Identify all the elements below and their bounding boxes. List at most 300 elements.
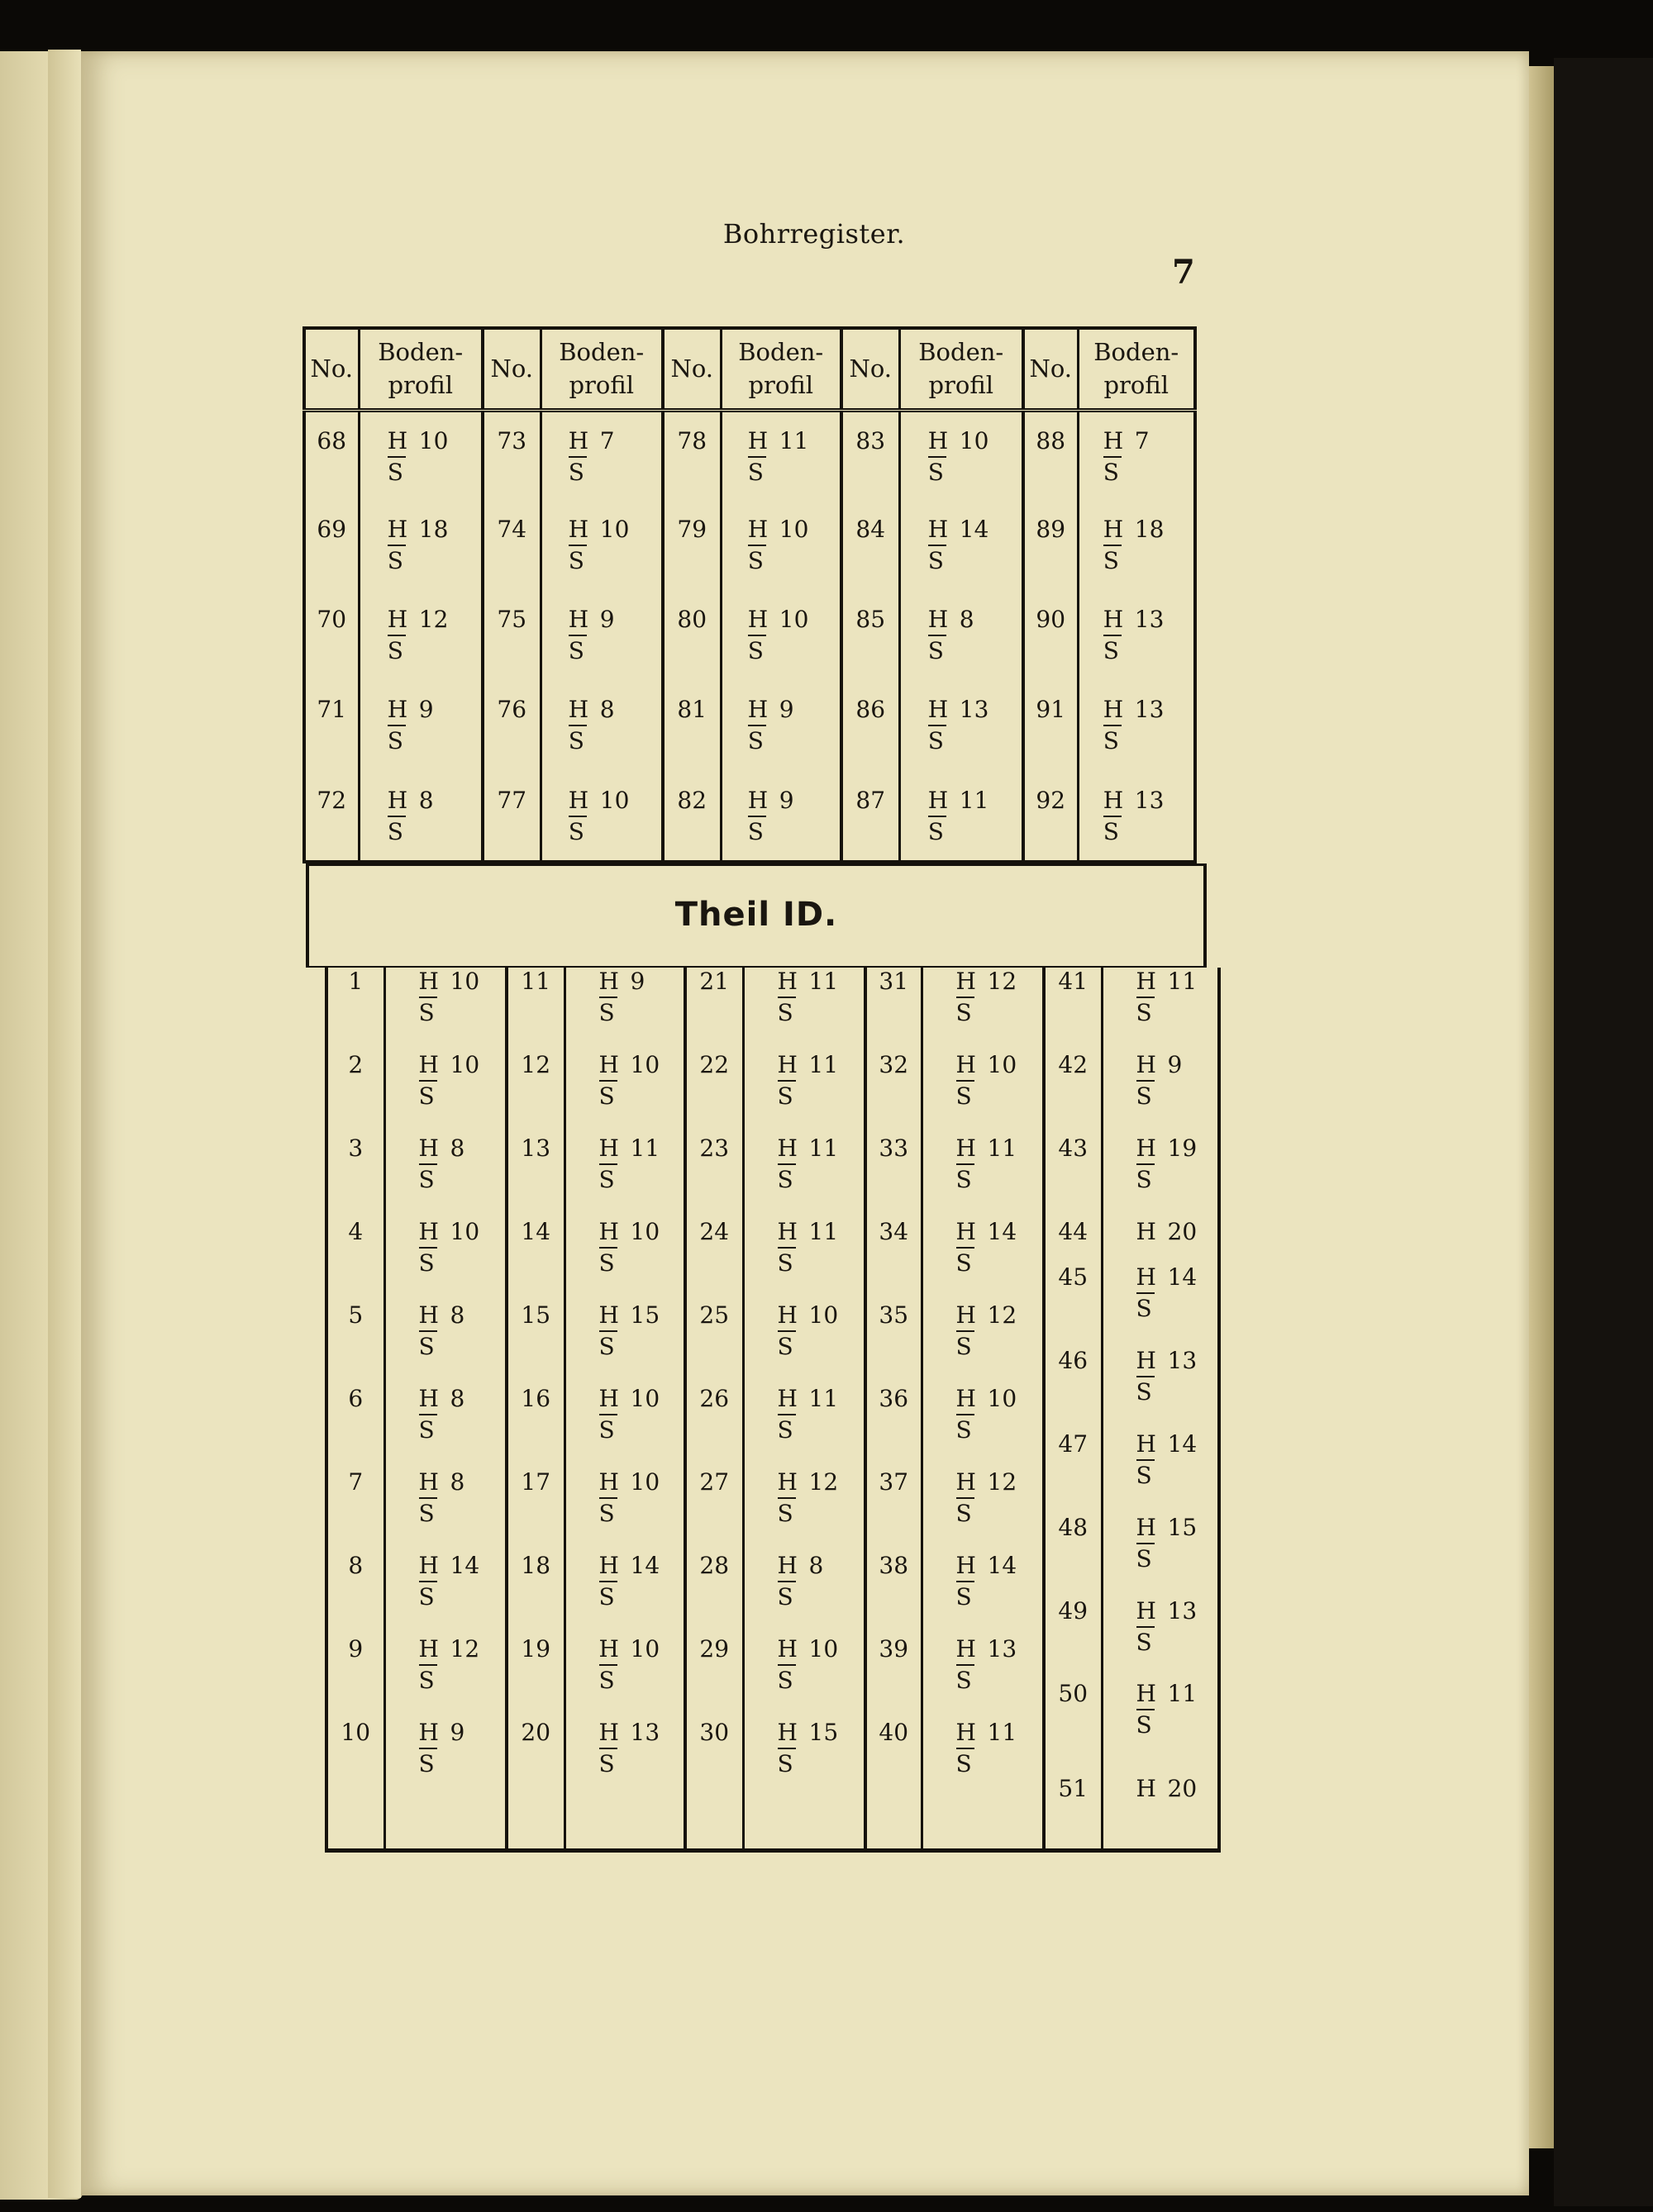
fraction-bar bbox=[778, 1581, 796, 1582]
fraction-bar bbox=[748, 725, 766, 726]
cell-no: 5 bbox=[348, 1301, 364, 1329]
profile-letter-s: S bbox=[1136, 1166, 1152, 1193]
cell-no: 17 bbox=[521, 1468, 551, 1496]
profile-letter-s: S bbox=[418, 1166, 435, 1193]
fraction-bar bbox=[1136, 1376, 1155, 1377]
fraction-bar bbox=[778, 1247, 796, 1249]
cell-profile bbox=[359, 501, 483, 591]
profile-letter-h: H bbox=[568, 696, 589, 724]
profile-letter-s: S bbox=[747, 637, 764, 665]
profile-letter-h: H bbox=[568, 515, 589, 543]
profile-value: 12 bbox=[987, 1468, 1017, 1496]
profile-letter-s: S bbox=[747, 727, 764, 755]
profile-value: 8 bbox=[418, 786, 434, 814]
fraction-bar bbox=[1103, 456, 1122, 458]
profile-value: 10 bbox=[418, 427, 449, 454]
fraction-bar bbox=[419, 1414, 437, 1415]
cell-no: 23 bbox=[699, 1135, 730, 1162]
fraction-bar bbox=[778, 1497, 796, 1499]
cell-no: 47 bbox=[1058, 1430, 1089, 1458]
profile-letter-s: S bbox=[777, 1082, 793, 1110]
profile-letter-h: H bbox=[1136, 1347, 1156, 1374]
cell-no: 15 bbox=[521, 1301, 551, 1329]
header-line: Boden- bbox=[1093, 338, 1179, 367]
fraction-bar bbox=[569, 545, 587, 546]
profile-letter-s: S bbox=[1103, 459, 1119, 486]
soil-profile bbox=[948, 1385, 1031, 1444]
cell-no: 33 bbox=[879, 1135, 909, 1162]
profile-letter-s: S bbox=[777, 1667, 793, 1694]
profile-value: 14 bbox=[987, 1552, 1017, 1579]
cell-profile bbox=[721, 681, 841, 771]
cell-no: 22 bbox=[699, 1051, 730, 1078]
cell-no: 82 bbox=[663, 772, 721, 862]
profile-letter-h: H bbox=[418, 968, 439, 995]
profile-letter-h: H bbox=[955, 1051, 976, 1078]
profile-letter-h: H bbox=[387, 427, 408, 454]
cell-profile bbox=[1078, 591, 1195, 681]
soil-profile bbox=[948, 1135, 1031, 1193]
fraction-bar bbox=[419, 1330, 437, 1332]
soil-profile bbox=[591, 1218, 674, 1277]
cell-no: 39 bbox=[879, 1635, 909, 1663]
cell-no: 18 bbox=[521, 1552, 551, 1579]
fraction-bar bbox=[569, 725, 587, 726]
profile-value: 11 bbox=[808, 1218, 839, 1245]
profile-letter-h: H bbox=[777, 1635, 798, 1663]
fraction-bar bbox=[928, 816, 946, 817]
header-bodenprofil bbox=[1078, 328, 1195, 411]
header-bodenprofil bbox=[899, 328, 1023, 411]
profile-letter-s: S bbox=[598, 1583, 615, 1610]
soil-profile bbox=[920, 696, 1003, 755]
profile-letter-h: H bbox=[1136, 1135, 1156, 1162]
fraction-bar bbox=[388, 816, 406, 817]
gutter-shadow bbox=[48, 50, 81, 2198]
profile-value: 20 bbox=[1167, 1218, 1198, 1245]
profile-letter-h: H bbox=[418, 1135, 439, 1162]
profile-letter-s: S bbox=[568, 546, 584, 574]
profile-letter-s: S bbox=[598, 999, 615, 1026]
header-bodenprofil bbox=[359, 328, 483, 411]
header-line: Boden- bbox=[918, 338, 1004, 367]
profile-value: 15 bbox=[808, 1719, 839, 1746]
soil-profile bbox=[1128, 1514, 1211, 1572]
cell-no: 81 bbox=[663, 681, 721, 771]
soil-profile bbox=[591, 1385, 674, 1444]
cell-no: 37 bbox=[879, 1468, 909, 1496]
cell-no: 24 bbox=[699, 1218, 730, 1245]
soil-profile bbox=[591, 968, 674, 1026]
soil-profile bbox=[948, 1468, 1031, 1527]
profile-letter-h: H bbox=[955, 1301, 976, 1329]
cell-no: 26 bbox=[699, 1385, 730, 1412]
profile-value: 9 bbox=[450, 1719, 465, 1746]
fraction-bar bbox=[778, 1330, 796, 1332]
cell-no: 84 bbox=[841, 501, 899, 591]
profile-letter-h: H bbox=[747, 427, 769, 454]
profile-letter-h: H bbox=[1103, 696, 1124, 724]
profile-letter-s: S bbox=[598, 1249, 615, 1277]
profile-letter-h: H bbox=[955, 1719, 976, 1746]
fraction-bar bbox=[599, 1080, 617, 1082]
cell-no: 70 bbox=[304, 591, 359, 681]
soil-profile bbox=[591, 1135, 674, 1193]
profile-letter-s: S bbox=[777, 1166, 793, 1193]
profile-letter-h: H bbox=[1136, 1430, 1156, 1458]
soil-profile bbox=[740, 427, 822, 486]
profile-letter-s: S bbox=[418, 1667, 435, 1694]
fraction-bar bbox=[778, 1664, 796, 1666]
profile-value: 15 bbox=[1167, 1514, 1198, 1541]
fraction-bar bbox=[956, 1080, 974, 1082]
cell-no: 46 bbox=[1058, 1347, 1089, 1374]
soil-profile bbox=[769, 1051, 852, 1110]
profile-letter-s: S bbox=[598, 1416, 615, 1444]
cell-profile bbox=[541, 501, 663, 591]
profile-value: 9 bbox=[779, 696, 794, 724]
fraction-bar bbox=[956, 1748, 974, 1749]
cell-no: 4 bbox=[348, 1218, 364, 1245]
profile-value: 14 bbox=[630, 1552, 660, 1579]
soil-profile bbox=[1128, 1597, 1211, 1656]
soil-profile bbox=[1128, 1775, 1211, 1823]
profile-letter-h: H bbox=[747, 786, 769, 814]
cell-no: 8 bbox=[348, 1552, 364, 1579]
soil-profile bbox=[411, 1719, 493, 1777]
fraction-bar bbox=[956, 1414, 974, 1415]
page-fore-edge bbox=[1529, 66, 1554, 2148]
profile-value: 18 bbox=[418, 515, 449, 543]
column-profile bbox=[384, 968, 507, 1850]
profile-value: 12 bbox=[808, 1468, 839, 1496]
cell-no: 21 bbox=[699, 968, 730, 995]
profile-letter-s: S bbox=[955, 1416, 972, 1444]
soil-profile bbox=[1128, 1680, 1211, 1739]
profile-value: 7 bbox=[599, 427, 615, 454]
profile-letter-s: S bbox=[777, 1750, 793, 1777]
table-row bbox=[304, 411, 1195, 501]
cell-no: 44 bbox=[1058, 1218, 1089, 1245]
profile-value: 8 bbox=[450, 1385, 465, 1412]
profile-letter-s: S bbox=[927, 637, 944, 665]
cell-no: 25 bbox=[699, 1301, 730, 1329]
profile-value: 8 bbox=[808, 1552, 824, 1579]
profile-value: 11 bbox=[630, 1135, 660, 1162]
cell-no: 85 bbox=[841, 591, 899, 681]
profile-letter-s: S bbox=[777, 1583, 793, 1610]
header-bodenprofil bbox=[541, 328, 663, 411]
profile-value: 13 bbox=[1134, 696, 1165, 724]
soil-profile bbox=[769, 1635, 852, 1694]
soil-profile bbox=[1128, 1430, 1211, 1489]
cell-no: 2 bbox=[348, 1051, 364, 1078]
cell-no: 68 bbox=[304, 411, 359, 501]
soil-profile bbox=[740, 515, 822, 574]
fraction-bar bbox=[599, 1497, 617, 1499]
profile-letter-s: S bbox=[1103, 546, 1119, 574]
fraction-bar bbox=[1136, 997, 1155, 998]
profile-letter-h: H bbox=[955, 968, 976, 995]
soil-profile bbox=[1095, 606, 1178, 665]
header-line: Boden- bbox=[559, 338, 645, 367]
profile-letter-s: S bbox=[955, 1667, 972, 1694]
register-table-theil bbox=[325, 968, 1221, 1853]
profile-value: 10 bbox=[987, 1051, 1017, 1078]
profile-letter-s: S bbox=[777, 1333, 793, 1360]
fraction-bar bbox=[419, 1581, 437, 1582]
profile-letter-s: S bbox=[418, 1750, 435, 1777]
profile-letter-s: S bbox=[747, 817, 764, 845]
profile-letter-h: H bbox=[1136, 1218, 1156, 1245]
cell-profile bbox=[899, 411, 1023, 501]
cell-no: 83 bbox=[841, 411, 899, 501]
cell-no: 40 bbox=[879, 1719, 909, 1746]
profile-value: 9 bbox=[630, 968, 645, 995]
profile-letter-s: S bbox=[387, 546, 403, 574]
profile-letter-h: H bbox=[955, 1635, 976, 1663]
fraction-bar bbox=[599, 1330, 617, 1332]
profile-value: 10 bbox=[630, 1635, 660, 1663]
fraction-bar bbox=[419, 1247, 437, 1249]
soil-profile bbox=[769, 1301, 852, 1360]
cell-no: 29 bbox=[699, 1635, 730, 1663]
profile-letter-s: S bbox=[598, 1667, 615, 1694]
profile-letter-s: S bbox=[777, 1416, 793, 1444]
column-no bbox=[1044, 968, 1102, 1850]
cell-profile bbox=[541, 681, 663, 771]
profile-value: 13 bbox=[1167, 1347, 1198, 1374]
profile-value: 13 bbox=[630, 1719, 660, 1746]
soil-profile bbox=[1128, 1135, 1211, 1193]
fraction-bar bbox=[778, 1163, 796, 1165]
soil-profile bbox=[379, 696, 462, 755]
cell-profile bbox=[359, 681, 483, 771]
fraction-bar bbox=[956, 997, 974, 998]
profile-letter-h: H bbox=[1136, 1051, 1156, 1078]
cell-no: 72 bbox=[304, 772, 359, 862]
book-cover bbox=[1554, 58, 1653, 2206]
profile-letter-h: H bbox=[955, 1468, 976, 1496]
soil-profile bbox=[740, 606, 822, 665]
soil-profile bbox=[411, 968, 493, 1026]
profile-value: 10 bbox=[599, 515, 630, 543]
soil-profile bbox=[560, 606, 643, 665]
profile-letter-s: S bbox=[1103, 817, 1119, 845]
profile-value: 19 bbox=[1167, 1135, 1198, 1162]
fraction-bar bbox=[419, 1497, 437, 1499]
cell-no: 86 bbox=[841, 681, 899, 771]
cell-no: 71 bbox=[304, 681, 359, 771]
soil-profile bbox=[1128, 968, 1211, 1026]
profile-letter-s: S bbox=[777, 1249, 793, 1277]
column-profile bbox=[743, 968, 865, 1850]
profile-letter-s: S bbox=[1136, 1711, 1152, 1739]
profile-value: 13 bbox=[959, 696, 989, 724]
cell-no: 1 bbox=[348, 968, 364, 995]
cell-profile bbox=[721, 591, 841, 681]
profile-letter-s: S bbox=[777, 1500, 793, 1527]
profile-value: 14 bbox=[450, 1552, 480, 1579]
cell-profile bbox=[359, 591, 483, 681]
profile-value: 18 bbox=[1134, 515, 1165, 543]
profile-letter-s: S bbox=[568, 459, 584, 486]
profile-letter-s: S bbox=[927, 546, 944, 574]
fraction-bar bbox=[956, 1247, 974, 1249]
profile-letter-h: H bbox=[955, 1218, 976, 1245]
soil-profile bbox=[920, 515, 1003, 574]
soil-profile bbox=[769, 1552, 852, 1610]
column-no bbox=[326, 968, 384, 1850]
cell-no: 50 bbox=[1058, 1680, 1089, 1707]
soil-profile bbox=[948, 1719, 1031, 1777]
soil-profile bbox=[591, 1635, 674, 1694]
profile-letter-h: H bbox=[927, 696, 949, 724]
cell-no: 30 bbox=[699, 1719, 730, 1746]
soil-profile bbox=[411, 1135, 493, 1193]
header-no: No. bbox=[663, 328, 721, 411]
soil-profile bbox=[1128, 1347, 1211, 1406]
soil-profile bbox=[411, 1301, 493, 1360]
profile-letter-h: H bbox=[955, 1385, 976, 1412]
profile-letter-h: H bbox=[777, 1218, 798, 1245]
profile-value: 11 bbox=[987, 1719, 1017, 1746]
cell-no: 89 bbox=[1023, 501, 1078, 591]
profile-letter-s: S bbox=[955, 1249, 972, 1277]
cell-profile bbox=[721, 772, 841, 862]
profile-letter-s: S bbox=[418, 1249, 435, 1277]
profile-letter-h: H bbox=[598, 1301, 619, 1329]
soil-profile bbox=[411, 1385, 493, 1444]
profile-letter-h: H bbox=[777, 1719, 798, 1746]
column-profile bbox=[564, 968, 685, 1850]
soil-profile bbox=[948, 1301, 1031, 1360]
profile-letter-h: H bbox=[747, 606, 769, 634]
fraction-bar bbox=[956, 1581, 974, 1582]
soil-profile bbox=[769, 1468, 852, 1527]
profile-letter-s: S bbox=[598, 1500, 615, 1527]
fraction-bar bbox=[1103, 816, 1122, 817]
cell-no: 27 bbox=[699, 1468, 730, 1496]
profile-letter-h: H bbox=[598, 1051, 619, 1078]
table-row bbox=[304, 681, 1195, 771]
soil-profile bbox=[560, 427, 643, 486]
fraction-bar bbox=[388, 545, 406, 546]
profile-letter-h: H bbox=[1136, 1263, 1156, 1291]
cell-no: 10 bbox=[341, 1719, 371, 1746]
profile-letter-h: H bbox=[568, 786, 589, 814]
profile-value: 8 bbox=[599, 696, 615, 724]
profile-letter-h: H bbox=[955, 1135, 976, 1162]
profile-letter-h: H bbox=[598, 1719, 619, 1746]
soil-profile bbox=[379, 786, 462, 845]
profile-letter-h: H bbox=[418, 1218, 439, 1245]
fraction-bar bbox=[1136, 1292, 1155, 1294]
profile-value: 10 bbox=[779, 606, 809, 634]
fraction-bar bbox=[599, 997, 617, 998]
cell-no: 77 bbox=[483, 772, 541, 862]
profile-value: 15 bbox=[630, 1301, 660, 1329]
profile-letter-s: S bbox=[955, 1750, 972, 1777]
profile-letter-h: H bbox=[418, 1468, 439, 1496]
profile-letter-s: S bbox=[955, 1500, 972, 1527]
profile-letter-h: H bbox=[747, 696, 769, 724]
profile-letter-s: S bbox=[1136, 1629, 1152, 1656]
running-title: Bohrregister. bbox=[722, 218, 906, 250]
profile-letter-h: H bbox=[1103, 427, 1124, 454]
profile-value: 10 bbox=[987, 1385, 1017, 1412]
profile-letter-s: S bbox=[927, 817, 944, 845]
soil-profile bbox=[560, 696, 643, 755]
profile-letter-h: H bbox=[777, 1135, 798, 1162]
profile-letter-h: H bbox=[418, 1719, 439, 1746]
fraction-bar bbox=[778, 1080, 796, 1082]
cell-no: 36 bbox=[879, 1385, 909, 1412]
soil-profile bbox=[411, 1218, 493, 1277]
profile-letter-h: H bbox=[387, 786, 408, 814]
profile-letter-s: S bbox=[387, 459, 403, 486]
profile-value: 8 bbox=[959, 606, 974, 634]
profile-letter-s: S bbox=[1136, 1295, 1152, 1322]
soil-profile bbox=[591, 1719, 674, 1777]
cell-no: 3 bbox=[348, 1135, 364, 1162]
profile-letter-s: S bbox=[927, 459, 944, 486]
cell-profile bbox=[899, 772, 1023, 862]
profile-letter-s: S bbox=[1103, 727, 1119, 755]
fraction-bar bbox=[388, 635, 406, 636]
profile-value: 11 bbox=[1167, 968, 1198, 995]
profile-letter-s: S bbox=[598, 1333, 615, 1360]
profile-value: 10 bbox=[779, 515, 809, 543]
profile-letter-h: H bbox=[927, 786, 949, 814]
fraction-bar bbox=[419, 997, 437, 998]
cell-profile bbox=[1078, 411, 1195, 501]
profile-letter-h: H bbox=[777, 968, 798, 995]
profile-letter-s: S bbox=[418, 1416, 435, 1444]
profile-letter-h: H bbox=[1103, 606, 1124, 634]
profile-value: 20 bbox=[1167, 1775, 1198, 1802]
fraction-bar bbox=[778, 1414, 796, 1415]
fraction-bar bbox=[419, 1748, 437, 1749]
soil-profile bbox=[560, 515, 643, 574]
fraction-bar bbox=[388, 725, 406, 726]
fraction-bar bbox=[599, 1581, 617, 1582]
table-row bbox=[304, 772, 1195, 862]
header-bodenprofil bbox=[721, 328, 841, 411]
profile-letter-h: H bbox=[777, 1301, 798, 1329]
profile-letter-h: H bbox=[418, 1385, 439, 1412]
table-header-row bbox=[304, 328, 1195, 411]
profile-letter-h: H bbox=[568, 606, 589, 634]
fraction-bar bbox=[928, 456, 946, 458]
profile-letter-s: S bbox=[1136, 1082, 1152, 1110]
column-no bbox=[685, 968, 743, 1850]
soil-profile bbox=[920, 427, 1003, 486]
profile-letter-h: H bbox=[1136, 1680, 1156, 1707]
soil-profile bbox=[591, 1301, 674, 1360]
section-band bbox=[306, 863, 1207, 968]
cell-no: 42 bbox=[1058, 1051, 1089, 1078]
fraction-bar bbox=[599, 1414, 617, 1415]
profile-value: 7 bbox=[1134, 427, 1150, 454]
profile-letter-s: S bbox=[598, 1750, 615, 1777]
profile-value: 12 bbox=[450, 1635, 480, 1663]
profile-value: 12 bbox=[987, 968, 1017, 995]
fraction-bar bbox=[748, 545, 766, 546]
profile-value: 11 bbox=[779, 427, 809, 454]
profile-letter-s: S bbox=[955, 1333, 972, 1360]
fraction-bar bbox=[1103, 635, 1122, 636]
